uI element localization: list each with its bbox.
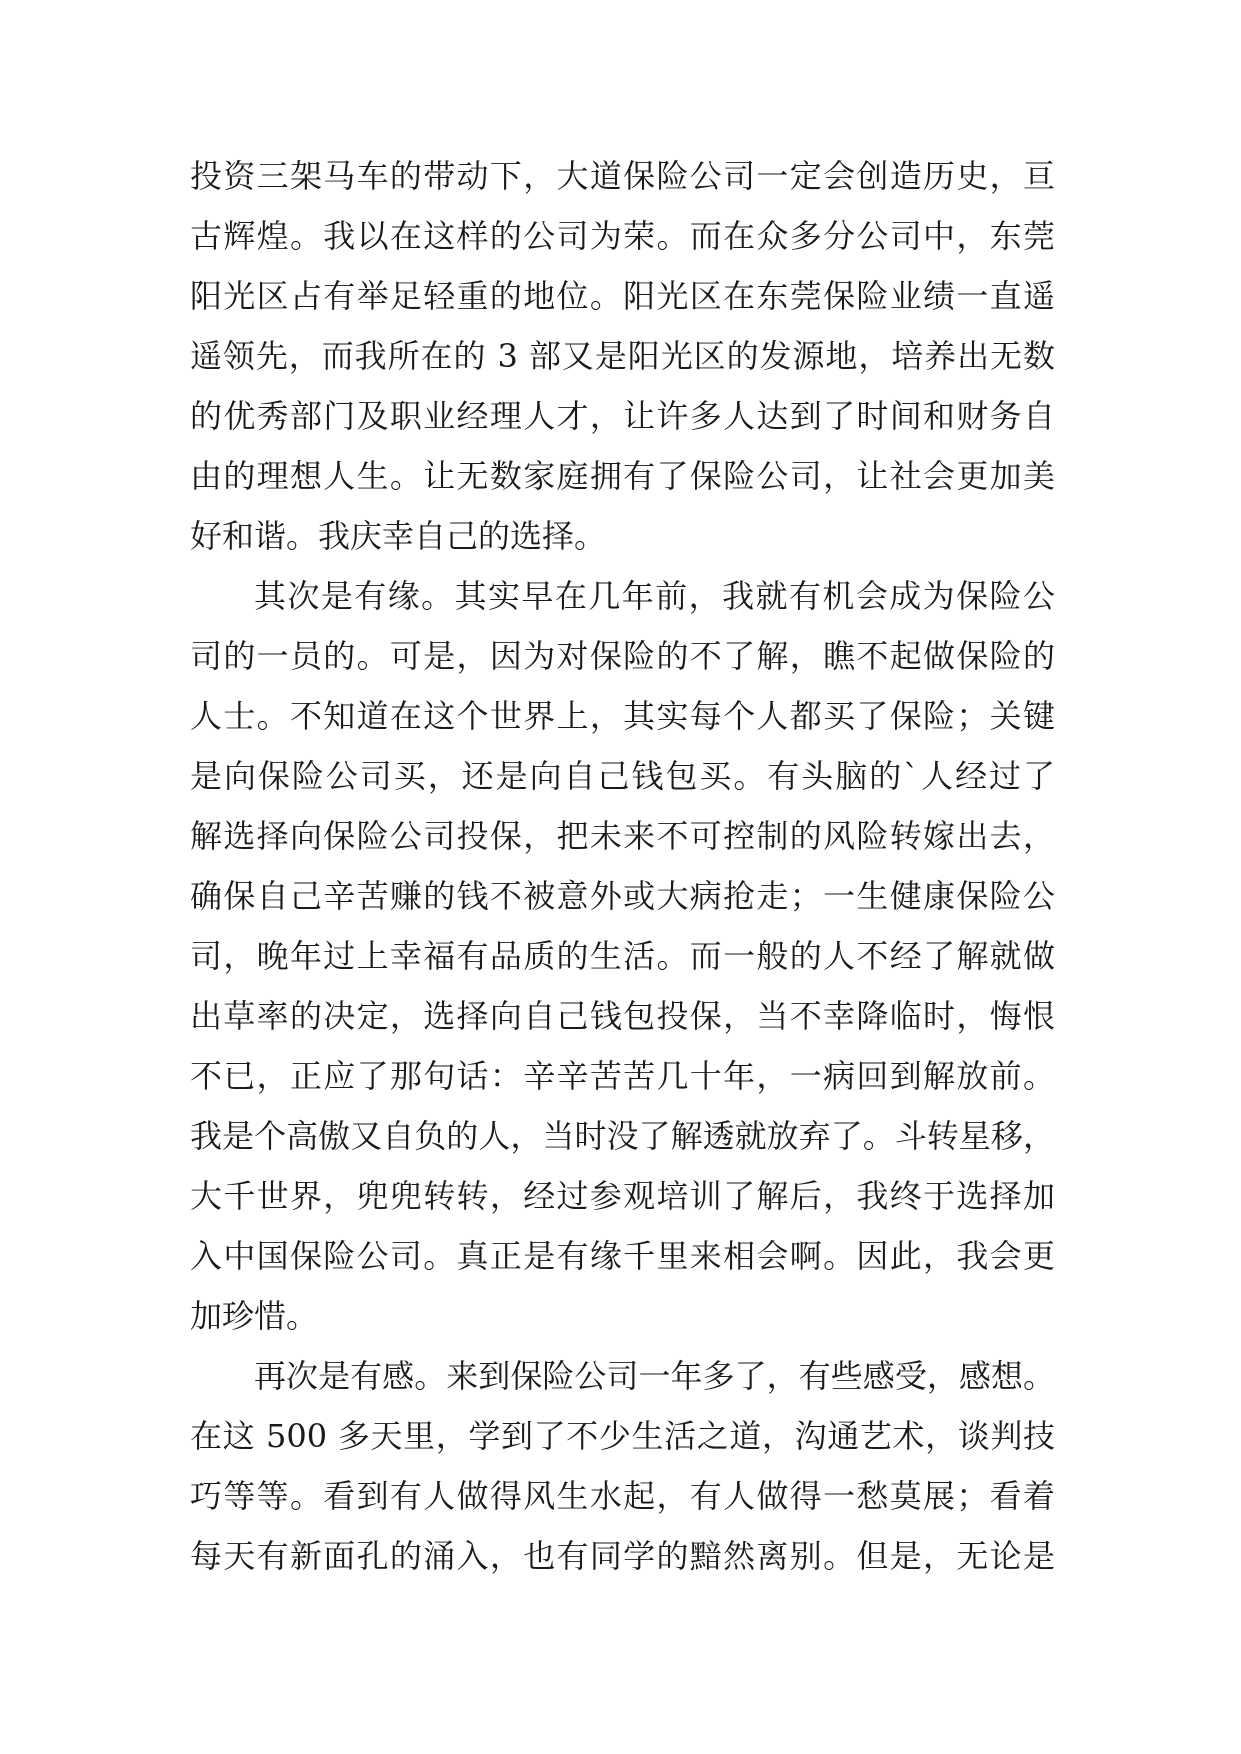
text-line: 人士。不知道在这个世界上，其实每个人都买了保险；关键 [190, 697, 1055, 735]
text-line: 确保自己辛苦赚的钱不被意外或大病抢走；一生健康保险公 [190, 877, 1055, 915]
text-line: 投资三架马车的带动下，大道保险公司一定会创造历史，亘 [190, 157, 1055, 195]
text-line: 我是个高傲又自负的人，当时没了解透就放弃了。斗转星移， [190, 1117, 1055, 1155]
text-line: 古辉煌。我以在这样的公司为荣。而在众多分公司中，东莞 [190, 217, 1055, 255]
text-line: 司的一员的。可是，因为对保险的不了解，瞧不起做保险的 [190, 637, 1055, 675]
text-line: 是向保险公司买，还是向自己钱包买。有头脑的`人经过了 [190, 757, 1055, 795]
text-line: 解选择向保险公司投保，把未来不可控制的风险转嫁出去， [190, 817, 1055, 855]
text-line: 遥领先，而我所在的 3 部又是阳光区的发源地，培养出无数 [190, 337, 1055, 375]
text-line: 其次是有缘。其实早在几年前，我就有机会成为保险公 [254, 577, 1055, 615]
text-line: 阳光区占有举足轻重的地位。阳光区在东莞保险业绩一直遥 [190, 277, 1055, 315]
body-text [190, 146, 1055, 1586]
text-line: 入中国保险公司。真正是有缘千里来相会啊。因此，我会更 [190, 1237, 1055, 1275]
text-line: 加珍惜。 [190, 1297, 319, 1335]
text-line: 由的理想人生。让无数家庭拥有了保险公司，让社会更加美 [190, 457, 1055, 495]
text-line: 出草率的决定，选择向自己钱包投保，当不幸降临时，悔恨 [190, 997, 1055, 1035]
text-line: 再次是有感。来到保险公司一年多了，有些感受，感想。 [254, 1357, 1055, 1395]
text-line: 司，晚年过上幸福有品质的生活。而一般的人不经了解就做 [190, 937, 1055, 975]
text-line: 不已，正应了那句话：辛辛苦苦几十年，一病回到解放前。 [190, 1057, 1055, 1095]
text-line: 大千世界，兜兜转转，经过参观培训了解后，我终于选择加 [190, 1177, 1055, 1215]
text-line: 好和谐。我庆幸自己的选择。 [190, 517, 607, 555]
text-line: 的优秀部门及职业经理人才，让许多人达到了时间和财务自 [190, 397, 1055, 435]
text-line: 巧等等。看到有人做得风生水起，有人做得一愁莫展；看着 [190, 1477, 1055, 1515]
text-line: 在这 500 多天里，学到了不少生活之道，沟通艺术，谈判技 [190, 1417, 1055, 1455]
text-line: 每天有新面孔的涌入，也有同学的黯然离别。但是，无论是 [190, 1537, 1055, 1575]
